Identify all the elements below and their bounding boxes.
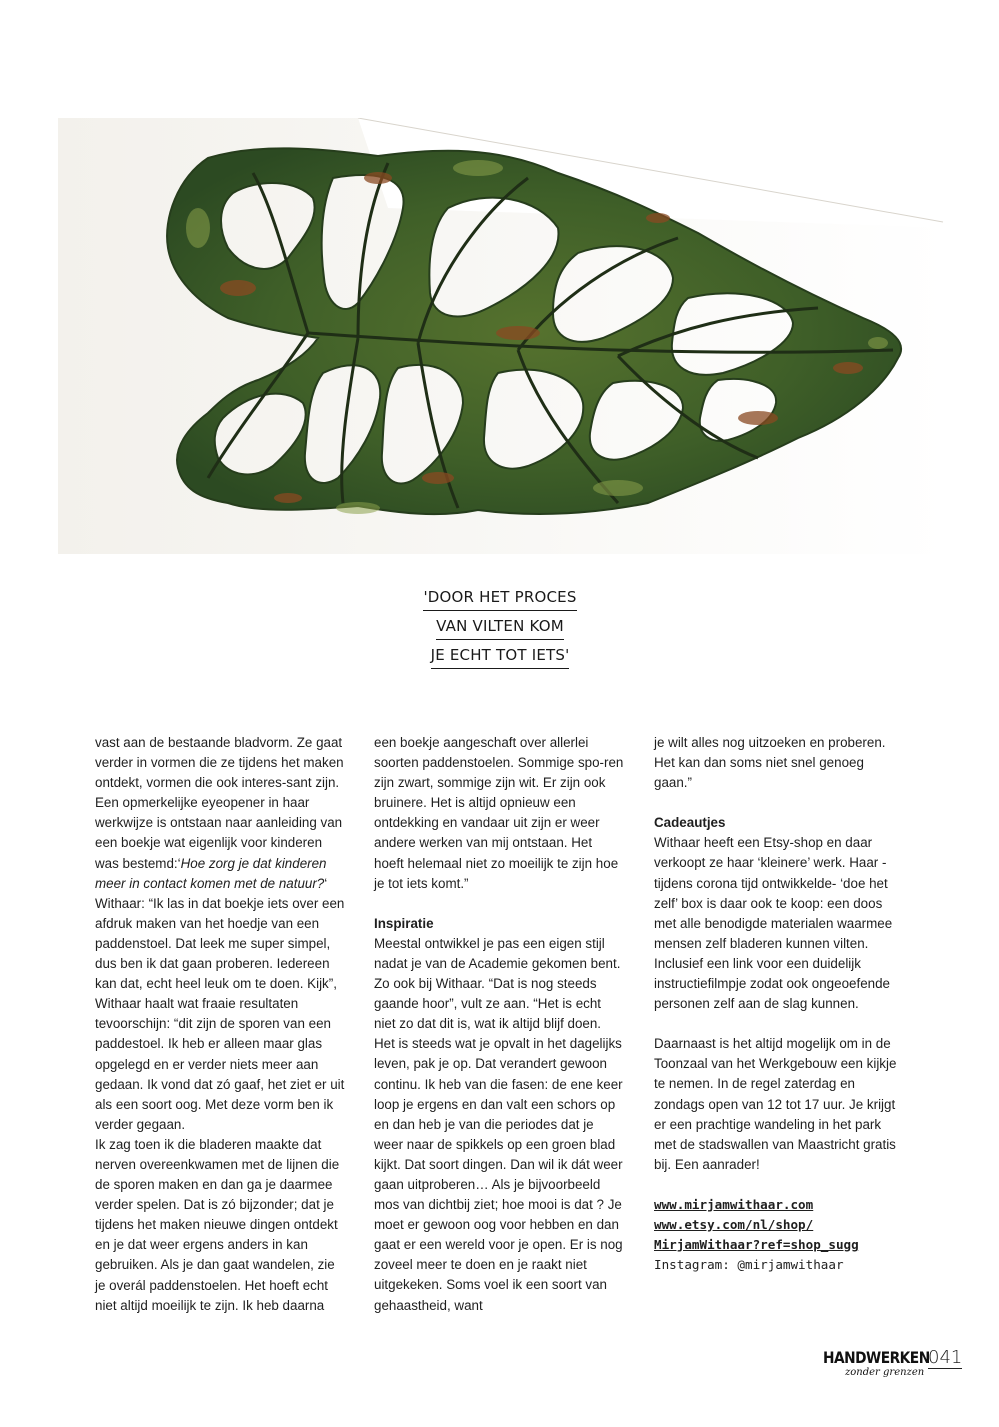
column1-paragraph-1 — [95, 733, 345, 1135]
pull-quote-line-2: VAN VILTEN KOM — [436, 617, 564, 640]
column2-paragraph-2: Meestal ontwikkel je pas een eigen stijl nadat je van de Academie gekomen bent. Zo ook bij Withaar. “Dat is nog steeds gaande hoor”, vult ze aan. “Het is echt niet zo dat dit is, wat ik altijd blijf doen. Het is steeds wat je opvalt in het dagelijks leven, pak je op. Dat verandert gewoon continu. Ik heb van die fasen: de ene keer loop je ergens en dan valt een schors op en dan heb je van die periodes dat je weer naar de spikkels op een groen blad kijkt. Dat soort dingen. Dan wil ik dát weer gaan uitproberen… Als je bijvoorbeeld mos van dichtbij ziet; hoe mooi is dat ? Je moet er gewoon oog voor hebben en dan gaat er een wereld voor je open. Er is nog zoveel meer te doen en je raakt niet uitgekeken. Soms voel ik een soort van gehaastheid, want — [374, 935, 623, 1313]
spacer — [374, 894, 624, 914]
heading-cadeautjes: Cadeautjes — [654, 815, 726, 831]
spacer — [654, 1014, 904, 1034]
column2-paragraph-1: een boekje aangeschaft over allerlei soorten paddenstoelen. Sommige spo-ren zijn zwart, sommige zijn wit. Er zijn ook bruinere. Het is altijd opnieuw een ontdekking en vandaar uit zijn er weer andere werken van mij ontstaan. Het hoeft helemaal niet zo moeilijk te zijn hoe je tot iets komt.” — [374, 735, 624, 891]
page-footer — [823, 1348, 973, 1388]
pull-quote-line-3: JE ECHT TOT IETS' — [431, 646, 570, 669]
felted-leaf-photo — [58, 118, 948, 554]
felted-monstera-leaf-image — [58, 118, 948, 554]
page-number: 041 — [928, 1347, 963, 1368]
website-link[interactable]: www.mirjamwithaar.com — [654, 1196, 814, 1212]
column3-paragraph-2: Withaar heeft een Etsy-shop en daar verkoopt ze haar ‘kleinere’ werk. Haar -tijdens corona tijd ontwikkelde- ‘doe het zelf’ box is daar ook te koop: een doos met alle benodigde materialen waarmee mensen zelf bladeren kunnen vilten. Inclusief een link voor een duidelijk instructiefilmpje zodat ook ongeoefende personen zelf aan de slag kunnen. — [654, 835, 893, 1012]
pull-quote — [380, 588, 620, 675]
spacer — [654, 793, 904, 813]
column1-text-a: vast aan de bestaande bladvorm. Ze gaat verder in vormen die ze tijdens het maken ontdekt, vormen die ook interes-sant zijn. Een opmerkelijke eyeopener in haar werkwijze is ontstaan naar aanleiding van een boekje wat eigenlijk voor kinderen was bestemd:‘ — [95, 735, 344, 871]
etsy-link-line-2[interactable]: MirjamWithaar?ref=shop_sugg — [654, 1237, 859, 1253]
heading-inspiratie: Inspiratie — [374, 915, 434, 931]
article-column-1 — [95, 733, 345, 1316]
article-column-3 — [654, 733, 904, 1275]
contact-links — [654, 1195, 904, 1275]
etsy-link-line-1[interactable]: www.etsy.com/nl/shop/ — [654, 1216, 814, 1232]
column3-paragraph-3: Daarnaast is het altijd mogelijk om in de Toonzaal van het Werkgebouw een kijkje te nemen. In de regel zaterdag en zondags open van 12 tot 17 uur. Je krijgt er een prachtige wandeling in het park met de stadswallen van Maastricht gratis bij. Een aanrader! — [654, 1036, 897, 1172]
column3-paragraph-1: je wilt alles nog uitzoeken en proberen. Het kan dan soms niet snel genoeg gaan.” — [654, 735, 886, 791]
magazine-brand-subtitle: zonder grenzen — [845, 1367, 925, 1378]
column1-italic-quote: Hoe zorg je dat kinderen meer in contact komen met de natuur? — [95, 855, 327, 891]
pull-quote-line-1: 'DOOR HET PROCES — [423, 588, 576, 611]
column1-text-b: ‘ Withaar: “Ik las in dat boekje iets over een afdruk maken van het hoedje van een paddenstoel. Dat leek me super simpel, dus ben ik dat gaan proberen. Iedereen kan dat, echt heel leuk om te doen. Kijk”, Withaar haalt wat fraaie resultaten tevoorschijn: “dit zijn de sporen van een paddestoel. Ik heb er alleen maar glas opgelegd en er verder niets meer aan gedaan. Ik vond dat zó gaaf, het ziet er uit als een soort oog. Met deze vorm ben ik verder gegaan. — [95, 875, 345, 1132]
spacer — [654, 1175, 904, 1195]
column1-paragraph-2: Ik zag toen ik die bladeren maakte dat nerven overeenkwamen met de lijnen die de sporen maken en dan ga je daarmee verder spelen. Dat is zó bijzonder; dat je tijdens het maken nieuwe dingen ontdekt en je dat weer ergens anders in kan gebruiken. Als je dan gaat wandelen, zie je overál paddenstoelen. Het hoeft echt niet altijd moeilijk te zijn. Ik heb daarna — [95, 1136, 340, 1313]
magazine-brand: HANDWERKEN — [823, 1348, 930, 1367]
instagram-handle: Instagram: @mirjamwithaar — [654, 1257, 844, 1273]
article-column-2 — [374, 733, 624, 1316]
